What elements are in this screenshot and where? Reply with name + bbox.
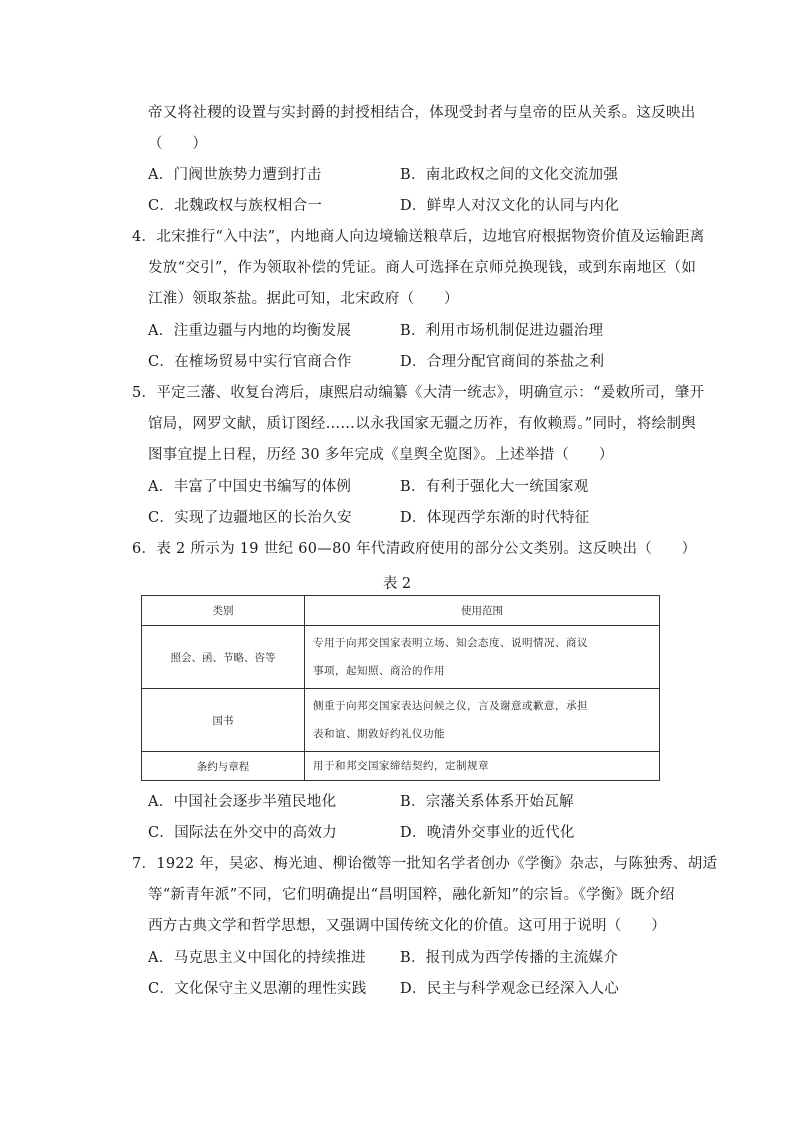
q7-option-a[interactable]: A．马克思主义中国化的持续推进 [148,950,366,966]
table-header-category: 类别 [142,596,305,626]
q5-line-2: 馆局，网罗文献，质订图经……以永我国家无疆之历祚，有攸赖焉。”同时，将绘制舆 [148,416,697,432]
q7-option-b[interactable]: B．报刊成为西学传播的主流媒介 [400,950,619,966]
q5-line-1: 5．平定三藩、收复台湾后，康熙启动编纂《大清一统志》，明确宣示：“爰敕所司，肇开 [132,385,705,401]
table-cell-scope [305,752,660,781]
table-cell-scope [305,689,660,752]
q3-option-b[interactable]: B．南北政权之间的文化交流加强 [400,167,619,183]
q5-line-3: 图事宜提上日程，历经 30 多年完成《皇舆全览图》。上述举措（ ） [148,447,614,463]
q5-option-c[interactable]: C．实现了边疆地区的长治久安 [148,510,352,526]
scope-line: 事项，起知照、商洽的作用 [313,665,445,677]
q5-option-d[interactable]: D．体现西学东渐的时代特征 [400,510,590,526]
q4-line-2: 发放“交引”，作为领取补偿的凭证。商人可选择在京师兑换现钱，或到东南地区（如 [148,260,697,276]
q6-option-b[interactable]: B．宗藩关系体系开始瓦解 [400,794,574,810]
table-caption: 表 2 [382,576,412,592]
q4-option-a[interactable]: A．注重边疆与内地的均衡发展 [148,323,352,339]
q6-option-a[interactable]: A．中国社会逐步半殖民地化 [148,794,337,810]
q7-line-1: 7．1922 年，吴宓、梅光迪、柳诒徵等一批知名学者创办《学衡》杂志，与陈独秀、胡适 [132,856,718,872]
q3-line-2: （ ） [148,136,208,152]
table-header-scope: 使用范围 [305,596,660,626]
q5-option-a[interactable]: A．丰富了中国史书编写的体例 [148,479,352,495]
table-row [142,626,660,689]
table-row [142,752,660,781]
q6-option-c[interactable]: C．国际法在外交中的高效力 [148,825,337,841]
table-cell-category: 条约与章程 [142,752,305,781]
table-row [142,689,660,752]
q7-option-c[interactable]: C．文化保守主义思潮的理性实践 [148,981,367,997]
q4-line-3: 江淮）领取茶盐。据此可知，北宋政府（ ） [148,291,459,307]
q3-option-d[interactable]: D．鲜卑人对汉文化的认同与内化 [400,198,620,214]
scope-line: 专用于向邦交国家表明立场、知会态度、说明情况、商议 [313,637,588,649]
q3-line-1: 帝又将社稷的设置与实封爵的封授相结合，体现受封者与皇帝的臣从关系。这反映出 [148,105,696,121]
q4-option-b[interactable]: B．利用市场机制促进边疆治理 [400,323,604,339]
q4-option-d[interactable]: D．合理分配官商间的茶盐之利 [400,354,605,370]
q4-option-c[interactable]: C．在榷场贸易中实行官商合作 [148,354,352,370]
q3-option-a[interactable]: A．门阀世族势力遭到打击 [148,167,322,183]
q7-line-2: 等“新青年派”不同，它们明确提出“昌明国粹，融化新知”的宗旨。《学衡》既介绍 [148,887,675,903]
q6-line-1: 6．表 2 所示为 19 世纪 60—80 年代清政府使用的部分公文类别。这反映出（ ） [132,541,697,557]
q3-option-c[interactable]: C．北魏政权与族权相合一 [148,198,323,214]
q5-option-b[interactable]: B．有利于强化大一统国家观 [400,479,589,495]
scope-line: 侧重于向邦交国家表达问候之仪，言及谢意或歉意，承担 [313,700,588,712]
scope-line: 表和谊、期敦好约礼仪功能 [313,728,445,740]
table-header-row [142,596,660,626]
table-cell-category: 国书 [142,689,305,752]
q6-option-d[interactable]: D．晚清外交事业的近代化 [400,825,575,841]
table-cell-scope [305,626,660,689]
q4-line-1: 4．北宋推行“入中法”，内地商人向边境输送粮草后，边地官府根据物资价值及运输距离 [132,229,705,245]
scope-line: 用于和邦交国家缔结契约，定制规章 [313,760,489,772]
q7-option-d[interactable]: D．民主与科学观念已经深入人心 [400,981,620,997]
table-cell-category: 照会、函、节略、咨等 [142,626,305,689]
q7-line-3: 西方古典文学和哲学思想，又强调中国传统文化的价值。这可用于说明（ ） [148,918,666,934]
official-document-table [141,595,660,781]
